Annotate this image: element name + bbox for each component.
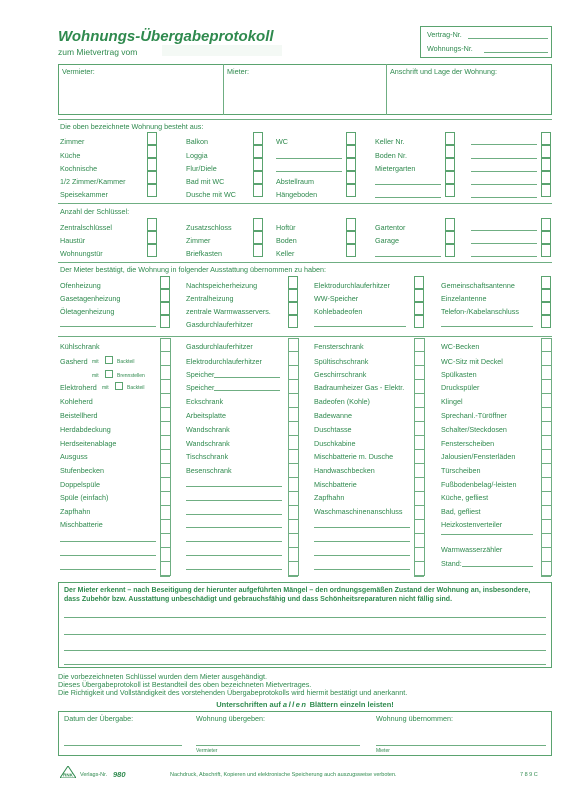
fixtures-label: Druckspüler (441, 383, 480, 392)
section-equipment-title: Der Mieter bestätigt, die Wohnung in folgender Ausstattung übernommen zu haben: (60, 265, 326, 274)
rooms-label: Zimmer (60, 137, 85, 146)
fixtures-label: Badeofen (Kohle) (314, 397, 370, 406)
checkbox[interactable] (414, 302, 424, 315)
keys-label: Keller (276, 249, 295, 258)
checkbox[interactable] (541, 315, 551, 328)
checkbox[interactable] (541, 171, 551, 184)
checkbox[interactable] (147, 184, 157, 197)
fixtures-label: Wandschrank (186, 439, 230, 448)
rooms-label: Loggia (186, 151, 208, 160)
statement: Die Richtigkeit und Vollständigkeit des vorstehenden Übergabeprotokolls wird hiermit bestätigt und anerkannt. (58, 688, 408, 697)
rooms-label: Kochnische (60, 164, 98, 173)
fixtures-label: Geschirrschrank (314, 370, 367, 379)
checkbox[interactable] (253, 145, 263, 158)
equipment-label: zentrale Warmwasservers. (186, 307, 271, 316)
keys-label: Garage (375, 236, 399, 245)
keys-label: Haustür (60, 236, 86, 245)
fixtures-label: Badewanne (314, 411, 352, 420)
checkbox[interactable] (160, 302, 170, 315)
small-label: Brennstellen (117, 373, 145, 379)
equipment-label: Telefon-/Kabelanschluss (441, 307, 519, 316)
keys-label: Zimmer (186, 236, 211, 245)
checkbox[interactable] (346, 244, 356, 257)
small-checkbox[interactable] (115, 382, 123, 390)
rooms-label: Keller Nr. (375, 137, 405, 146)
equipment-label: Gemeinschaftsantenne (441, 281, 515, 290)
keys-label: Gartentor (375, 223, 406, 232)
checkbox[interactable] (160, 289, 170, 302)
fixtures-label: Elektroherd (60, 383, 97, 392)
checkbox[interactable] (346, 158, 356, 171)
checkbox[interactable] (414, 276, 424, 289)
fixtures-label: Schalter/Steckdosen (441, 425, 507, 434)
apartment-no-field[interactable] (484, 52, 548, 53)
fixtures-label: Besenschrank (186, 466, 232, 475)
equipment-label: Gasdurchlauferhitzer (186, 320, 253, 329)
defects-text: Der Mieter erkennt – nach Beseitigung der hierunter aufgeführten Mängel – den ordnungsgemäßen Zustand der Wohnung an, insbesondere, dass Zubehör bzw. Ausstattung unbeschädigt und gebrauchsfähig und dass Schönheitsreparaturen nicht fällig sind. (64, 587, 531, 603)
keys-label: Briefkasten (186, 249, 222, 258)
rooms-label: Bad mit WC (186, 177, 225, 186)
statement: Dieses Übergabeprotokoll ist Bestandteil des oben bezeichneten Mietvertrages. (58, 680, 312, 689)
signatures-emphasis: allen (282, 700, 308, 709)
checkbox[interactable] (414, 289, 424, 302)
checkbox[interactable] (346, 132, 356, 145)
checkbox[interactable] (541, 231, 551, 244)
checkbox[interactable] (253, 244, 263, 257)
svg-text:RNK: RNK (63, 772, 73, 778)
checkbox[interactable] (541, 145, 551, 158)
page-title: Wohnungs-Übergabeprotokoll (58, 28, 274, 45)
fixtures-label: Ausguss (60, 452, 88, 461)
checkbox-column-1[interactable] (160, 338, 171, 576)
fixtures-label: Mischbatterie (314, 480, 357, 489)
rooms-label: Mietergarten (375, 164, 416, 173)
equipment-label: Einzelantenne (441, 294, 487, 303)
fixtures-label: Mischbatterie (60, 520, 103, 529)
checkbox[interactable] (288, 302, 298, 315)
fixtures-label: Fensterschrank (314, 342, 364, 351)
checkbox[interactable] (346, 218, 356, 231)
checkbox[interactable] (147, 132, 157, 145)
checkbox[interactable] (414, 315, 424, 328)
fixtures-label: Tischschrank (186, 452, 229, 461)
fixtures-label: Mischbatterie m. Dusche (314, 452, 394, 461)
checkbox[interactable] (346, 171, 356, 184)
rooms-label: WC (276, 137, 288, 146)
checkbox[interactable] (445, 184, 455, 197)
defects-line[interactable] (64, 664, 546, 665)
rooms-label: Abstellraum (276, 177, 314, 186)
form-code: 7 8 9 C (520, 772, 538, 778)
equipment-label: Öletagenheizung (60, 307, 115, 316)
equipment-label: Elektrodurchlauferhitzer (314, 281, 390, 290)
copyright-notice: Nachdruck, Abschrift, Kopieren und elektronische Speicherung auch auszugsweise verboten. (170, 772, 397, 778)
handed-over-label: Wohnung übergeben: (196, 714, 266, 723)
fixtures-label: Speicher (186, 383, 215, 392)
fixtures-label: Warmwasserzähler (441, 545, 503, 554)
section-rooms-title: Die oben bezeichnete Wohnung besteht aus: (60, 122, 204, 131)
checkbox[interactable] (160, 276, 170, 289)
landlord-signature-field[interactable] (196, 745, 360, 746)
fixtures-label: Herdabdeckung (60, 425, 111, 434)
checkbox[interactable] (288, 289, 298, 302)
fixtures-label: Sprechanl.-Türöffner (441, 411, 507, 420)
checkbox[interactable] (346, 184, 356, 197)
contract-no-label: Vertrag-Nr. (427, 30, 462, 39)
section-keys-title: Anzahl der Schlüssel: (60, 207, 130, 216)
fixtures-label: Gasdurchlauferhitzer (186, 342, 253, 351)
contract-no-field[interactable] (468, 38, 548, 39)
rooms-label: Speisekammer (60, 190, 108, 199)
defects-line[interactable] (64, 634, 546, 635)
checkbox[interactable] (541, 244, 551, 257)
fixtures-label: Spüle (einfach) (60, 493, 109, 502)
checkbox[interactable] (253, 132, 263, 145)
fixtures-label: Zapfhahn (314, 493, 345, 502)
signatures-prefix: Unterschriften auf (216, 700, 281, 709)
keys-label: Zentralschlüssel (60, 223, 112, 232)
fixtures-label: Duschkabine (314, 439, 356, 448)
small-label: Backteil (117, 359, 135, 365)
keys-label: Hoftür (276, 223, 296, 232)
small-label: mit (92, 359, 99, 365)
checkbox[interactable] (445, 171, 455, 184)
keys-label: Zusatzschloss (186, 223, 232, 232)
checkbox[interactable] (253, 171, 263, 184)
publisher-number: 980 (113, 770, 126, 779)
fixtures-label: Elektrodurchlauferhitzer (186, 357, 262, 366)
fixtures-label: Stand: (441, 559, 462, 568)
equipment-label: WW-Speicher (314, 294, 359, 303)
checkbox[interactable] (541, 158, 551, 171)
small-checkbox[interactable] (105, 356, 113, 364)
rooms-label: Dusche mit WC (186, 190, 236, 199)
checkbox[interactable] (445, 231, 455, 244)
fixtures-label: Speicher (186, 370, 215, 379)
apartment-no-label: Wohnungs-Nr. (427, 44, 473, 53)
fixtures-label: Türscheiben (441, 466, 481, 475)
checkbox-column-2[interactable] (288, 338, 299, 576)
equipment-label: Nachtspeicherheizung (186, 281, 258, 290)
fixtures-label: Bad, gefliest (441, 507, 481, 516)
fixtures-label: Badraumheizer Gas - Elektr. (314, 383, 405, 392)
fixtures-label: Arbeitsplatte (186, 411, 226, 420)
fixtures-label: Gasherd (60, 357, 88, 366)
landlord-caption: Vermieter (196, 748, 218, 754)
fixtures-label: Fensterscheiben (441, 439, 495, 448)
rooms-label: Hängeboden (276, 190, 318, 199)
publisher-label: Verlags-Nr. (80, 772, 108, 778)
checkbox[interactable] (541, 184, 551, 197)
fixtures-label: Wandschrank (186, 425, 230, 434)
fixtures-label: Eckschrank (186, 397, 224, 406)
checkbox[interactable] (147, 158, 157, 171)
tenant-label: Mieter: (227, 67, 249, 76)
rooms-label: Flur/Diele (186, 164, 217, 173)
checkbox[interactable] (288, 276, 298, 289)
checkbox[interactable] (160, 315, 170, 328)
fixtures-label: Klingel (441, 397, 463, 406)
equipment-label: Zentralheizung (186, 294, 234, 303)
checkbox[interactable] (253, 158, 263, 171)
fixtures-label: Zapfhahn (60, 507, 91, 516)
signatures-suffix: Blättern einzeln leisten! (309, 700, 394, 709)
fixtures-label: Jalousien/Fensterläden (441, 452, 516, 461)
publisher-logo-icon (60, 766, 76, 778)
handover-date-label: Datum der Übergabe: (64, 714, 134, 723)
fixtures-label: WC-Sitz mit Deckel (441, 357, 503, 366)
address-label: Anschrift und Lage der Wohnung: (390, 67, 497, 76)
fixtures-label: Handwaschbecken (314, 466, 375, 475)
checkbox[interactable] (147, 171, 157, 184)
fixtures-label: Heizkostenverteiler (441, 520, 503, 529)
fixtures-label: Herdseitenablage (60, 439, 117, 448)
checkbox[interactable] (541, 289, 551, 302)
small-label: mit (102, 385, 109, 391)
rooms-label: Küche (60, 151, 81, 160)
fixtures-label: Spülkasten (441, 370, 477, 379)
landlord-label: Vermieter: (62, 67, 95, 76)
checkbox[interactable] (445, 244, 455, 257)
checkbox[interactable] (147, 218, 157, 231)
contract-date-field[interactable] (162, 45, 282, 56)
checkbox[interactable] (147, 231, 157, 244)
defects-line[interactable] (64, 617, 546, 618)
checkbox[interactable] (346, 231, 356, 244)
signatures-heading (58, 700, 552, 709)
small-label: Backteil (127, 385, 145, 391)
equipment-label: Gasetagenheizung (60, 294, 121, 303)
fixtures-label: Stufenbecken (60, 466, 104, 475)
checkbox[interactable] (541, 276, 551, 289)
fixtures-label: Küche, gefliest (441, 493, 489, 502)
fixtures-label: Beistellherd (60, 411, 98, 420)
equipment-label: Ofenheizung (60, 281, 101, 290)
checkbox[interactable] (445, 132, 455, 145)
checkbox[interactable] (288, 315, 298, 328)
checkbox[interactable] (147, 145, 157, 158)
fixtures-label: WC-Becken (441, 342, 480, 351)
fixtures-label: Kohleherd (60, 397, 93, 406)
taken-over-label: Wohnung übernommen: (376, 714, 453, 723)
fixtures-label: Duschtasse (314, 425, 352, 434)
checkbox[interactable] (445, 218, 455, 231)
fixtures-label: Spültischschrank (314, 357, 369, 366)
checkbox[interactable] (253, 218, 263, 231)
tenant-signature-field[interactable] (376, 745, 546, 746)
checkbox-column-4[interactable] (541, 338, 552, 576)
checkbox[interactable] (253, 231, 263, 244)
checkbox[interactable] (541, 132, 551, 145)
checkbox-column-3[interactable] (414, 338, 425, 576)
tenant-caption: Mieter (376, 748, 390, 754)
checkbox[interactable] (541, 218, 551, 231)
keys-label: Boden (276, 236, 297, 245)
handover-date-field[interactable] (64, 745, 182, 746)
checkbox[interactable] (346, 145, 356, 158)
equipment-label: Kohlebadeofen (314, 307, 363, 316)
subtitle: zum Mietvertrag vom (58, 47, 138, 57)
checkbox[interactable] (445, 158, 455, 171)
rooms-label: Balkon (186, 137, 208, 146)
rooms-label: 1/2 Zimmer/Kammer (60, 177, 126, 186)
small-label: mit (92, 373, 99, 379)
defects-line[interactable] (64, 650, 546, 651)
statement: Die vorbezeichneten Schlüssel wurden dem Mieter ausgehändigt. (58, 672, 267, 681)
checkbox[interactable] (147, 244, 157, 257)
keys-label: Wohnungstür (60, 249, 103, 258)
fixtures-label: Waschmaschinenanschluss (314, 507, 403, 516)
fixtures-label: Doppelspüle (60, 480, 100, 489)
fixtures-label: Kühlschrank (60, 342, 100, 351)
checkbox[interactable] (445, 145, 455, 158)
checkbox[interactable] (541, 302, 551, 315)
checkbox[interactable] (253, 184, 263, 197)
small-checkbox[interactable] (105, 370, 113, 378)
rooms-label: Boden Nr. (375, 151, 407, 160)
fixtures-label: Fußbodenbelag/-leisten (441, 480, 517, 489)
